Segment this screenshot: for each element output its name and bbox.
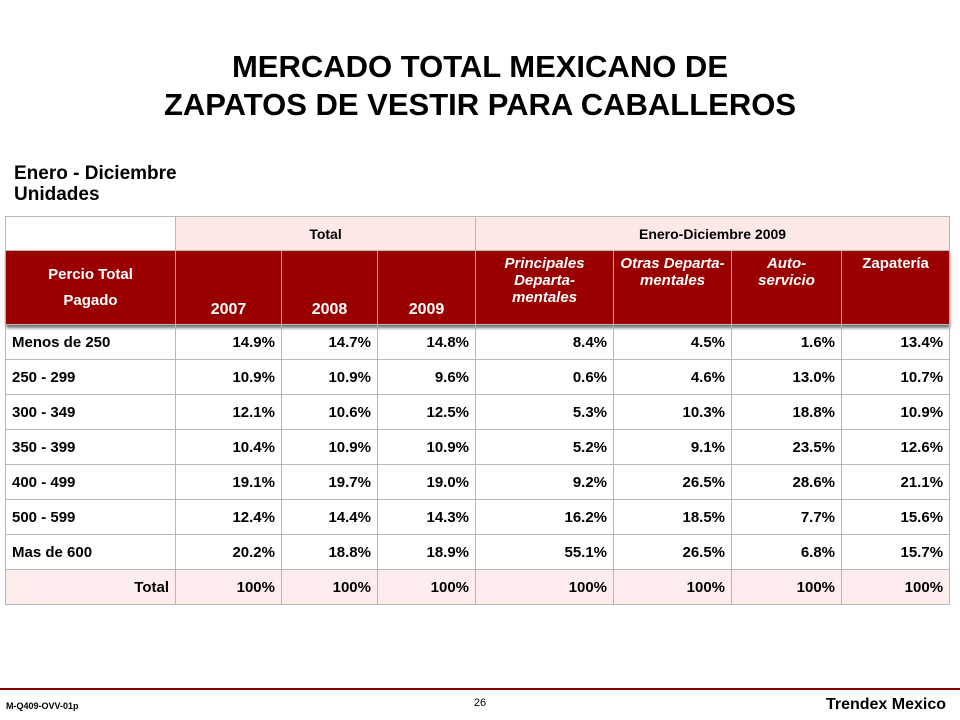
table-cell: 14.8% xyxy=(378,325,476,360)
table-cell: 19.1% xyxy=(176,465,282,500)
table-cell: 10.9% xyxy=(282,430,378,465)
table-cell: 9.2% xyxy=(476,465,614,500)
table-cell: 100% xyxy=(176,570,282,605)
row-label: Mas de 600 xyxy=(6,535,176,570)
table-cell: 15.6% xyxy=(842,500,950,535)
row-label: 300 - 349 xyxy=(6,395,176,430)
table-cell: 23.5% xyxy=(732,430,842,465)
table-cell: 1.6% xyxy=(732,325,842,360)
table-cell: 4.5% xyxy=(614,325,732,360)
table-cell: 9.1% xyxy=(614,430,732,465)
table-row xyxy=(6,325,950,360)
table-cell: 10.9% xyxy=(842,395,950,430)
slide-title xyxy=(0,48,960,124)
table-cell: 12.5% xyxy=(378,395,476,430)
group-header-row xyxy=(6,217,950,251)
table-cell: 10.9% xyxy=(378,430,476,465)
table-row xyxy=(6,500,950,535)
row-header-cell xyxy=(6,251,176,325)
table-cell: 10.9% xyxy=(176,360,282,395)
row-label: 250 - 299 xyxy=(6,360,176,395)
table-cell: 100% xyxy=(378,570,476,605)
table-cell: 18.8% xyxy=(732,395,842,430)
table-cell: 10.4% xyxy=(176,430,282,465)
group-header-blank xyxy=(6,217,176,251)
total-row xyxy=(6,570,950,605)
table-cell: 26.5% xyxy=(614,535,732,570)
table-cell: 12.4% xyxy=(176,500,282,535)
table-cell: 14.3% xyxy=(378,500,476,535)
table-cell: 14.9% xyxy=(176,325,282,360)
table-cell: 6.8% xyxy=(732,535,842,570)
column-header: Auto- servicio xyxy=(732,251,842,325)
table-cell: 10.6% xyxy=(282,395,378,430)
table-cell: 14.4% xyxy=(282,500,378,535)
page-number: 26 xyxy=(473,697,487,709)
title-line-2: ZAPATOS DE VESTIR PARA CABALLEROS xyxy=(163,87,797,122)
group-header-period: Enero-Diciembre 2009 xyxy=(476,217,950,251)
brand-name: Trendex Mexico xyxy=(825,696,946,713)
column-header-row xyxy=(6,251,950,325)
table-row xyxy=(6,395,950,430)
column-header: 2008 xyxy=(282,251,378,325)
table-cell: 18.5% xyxy=(614,500,732,535)
table-row xyxy=(6,430,950,465)
column-header: 2007 xyxy=(176,251,282,325)
slide-subtitle xyxy=(14,163,177,205)
row-header-line-1: Percio Total xyxy=(48,265,133,283)
table-cell: 16.2% xyxy=(476,500,614,535)
column-header: Otras Departa- mentales xyxy=(614,251,732,325)
table-cell: 13.4% xyxy=(842,325,950,360)
table-cell: 26.5% xyxy=(614,465,732,500)
total-label: Total xyxy=(6,570,176,605)
table-cell: 19.0% xyxy=(378,465,476,500)
table-cell: 5.2% xyxy=(476,430,614,465)
table-cell: 21.1% xyxy=(842,465,950,500)
row-label: 500 - 599 xyxy=(6,500,176,535)
table-cell: 9.6% xyxy=(378,360,476,395)
table-cell: 28.6% xyxy=(732,465,842,500)
row-label: 400 - 499 xyxy=(6,465,176,500)
table-cell: 7.7% xyxy=(732,500,842,535)
footer-divider xyxy=(0,688,960,690)
table-cell: 100% xyxy=(614,570,732,605)
document-code: M-Q409-OVV-01p xyxy=(6,701,79,711)
table-cell: 18.8% xyxy=(282,535,378,570)
table-cell: 15.7% xyxy=(842,535,950,570)
table-cell: 55.1% xyxy=(476,535,614,570)
table-cell: 19.7% xyxy=(282,465,378,500)
market-share-table xyxy=(5,216,950,605)
table-cell: 0.6% xyxy=(476,360,614,395)
table-cell: 100% xyxy=(282,570,378,605)
title-line-1: MERCADO TOTAL MEXICANO DE xyxy=(231,49,728,84)
column-header: Principales Departa- mentales xyxy=(476,251,614,325)
table-cell: 12.6% xyxy=(842,430,950,465)
table-cell: 5.3% xyxy=(476,395,614,430)
row-header-line-2: Pagado xyxy=(63,291,118,309)
table-cell: 20.2% xyxy=(176,535,282,570)
table-cell: 8.4% xyxy=(476,325,614,360)
table-cell: 100% xyxy=(842,570,950,605)
column-header: Zapatería xyxy=(842,251,950,325)
row-label: 350 - 399 xyxy=(6,430,176,465)
table-row xyxy=(6,535,950,570)
table-cell: 4.6% xyxy=(614,360,732,395)
table-row xyxy=(6,465,950,500)
group-header-total: Total xyxy=(176,217,476,251)
table-cell: 14.7% xyxy=(282,325,378,360)
table-cell: 100% xyxy=(732,570,842,605)
column-header: 2009 xyxy=(378,251,476,325)
table-cell: 10.7% xyxy=(842,360,950,395)
table-row xyxy=(6,360,950,395)
subtitle-unit: Unidades xyxy=(14,184,100,205)
row-label: Menos de 250 xyxy=(6,325,176,360)
table-cell: 13.0% xyxy=(732,360,842,395)
table-cell: 10.3% xyxy=(614,395,732,430)
subtitle-period: Enero - Diciembre xyxy=(14,163,177,184)
table-cell: 18.9% xyxy=(378,535,476,570)
table-cell: 12.1% xyxy=(176,395,282,430)
table-cell: 10.9% xyxy=(282,360,378,395)
table-cell: 100% xyxy=(476,570,614,605)
